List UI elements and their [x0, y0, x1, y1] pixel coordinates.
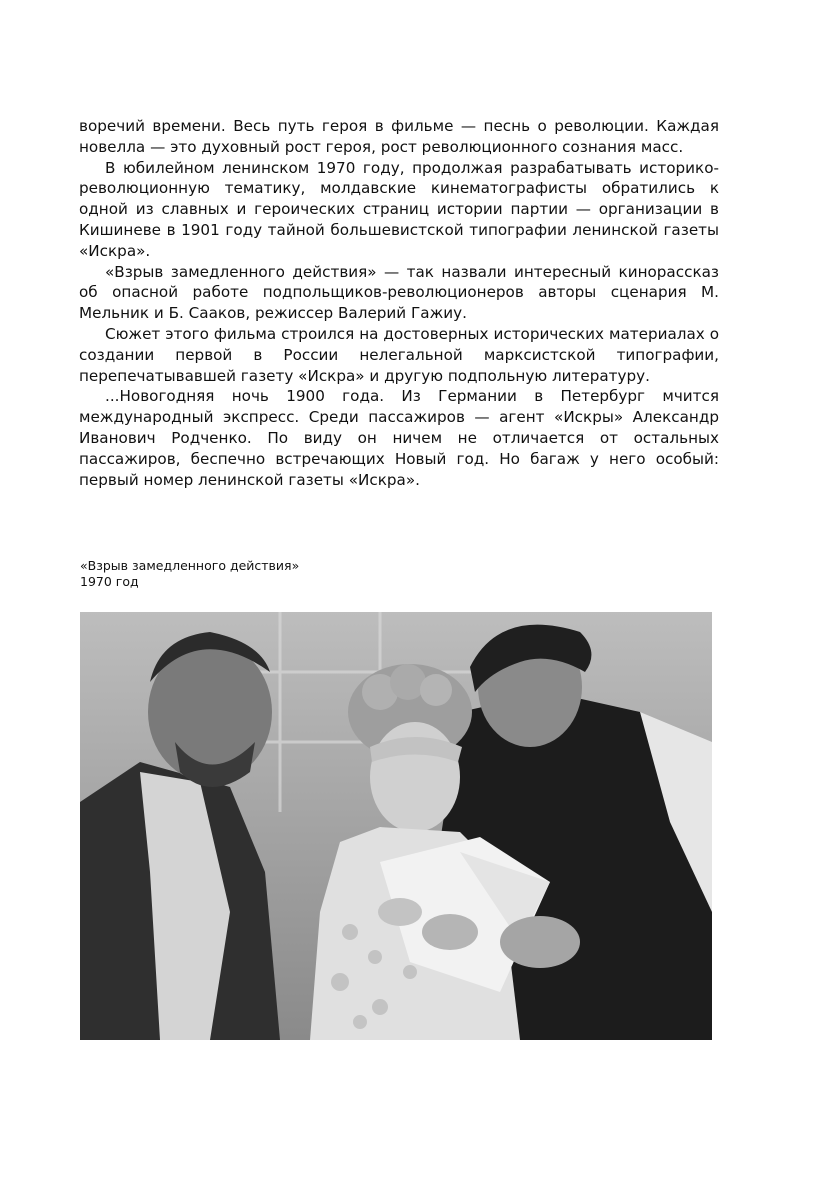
- paragraph-jubilee-year: В юбилейном ленинском 1970 году, продолжая разрабатывать историко-революционную тематику, молдавские кинематографисты обратились к одной из славных и героических страниц истории партии — организации в Кишиневе в 1901 году тайной большевистской типографии ленинской газеты «Искра».: [79, 158, 719, 260]
- film-still-photo: [80, 612, 712, 1040]
- body-text: [79, 116, 719, 490]
- paragraph-new-year-night: ...Новогодняя ночь 1900 года. Из Германии в Петербург мчится международный экспресс. Среди пассажиров — агент «Искры» Александр Иванович Родченко. По виду он ничем не отличается от остальных пассажиров, беспечно встречающих Новый год. Но багаж у него особый: первый номер ленинской газеты «Искра».: [79, 387, 719, 489]
- paragraph-continuation: воречий времени. Весь путь героя в фильме — песнь о революции. Каждая новелла — это духовный рост героя, рост революционного сознания масс.: [79, 117, 719, 156]
- caption-title: «Взрыв замедленного действия»: [80, 558, 300, 573]
- paragraph-plot: Сюжет этого фильма строился на достоверных исторических материалах о создании первой в России нелегальной марксистской типографии, перепечатывавшей газету «Искра» и другую подпольную литературу.: [79, 324, 719, 385]
- photo-caption: [80, 558, 299, 590]
- film-still-illustration: [80, 612, 712, 1040]
- caption-year: 1970 год: [80, 574, 139, 589]
- paragraph-film-title: «Взрыв замедленного действия» — так назвали интересный кинорассказ об опасной работе подпольщиков-революционеров авторы сценария М. Мельник и Б. Сааков, режиссер Валерий Гажиу.: [79, 262, 719, 323]
